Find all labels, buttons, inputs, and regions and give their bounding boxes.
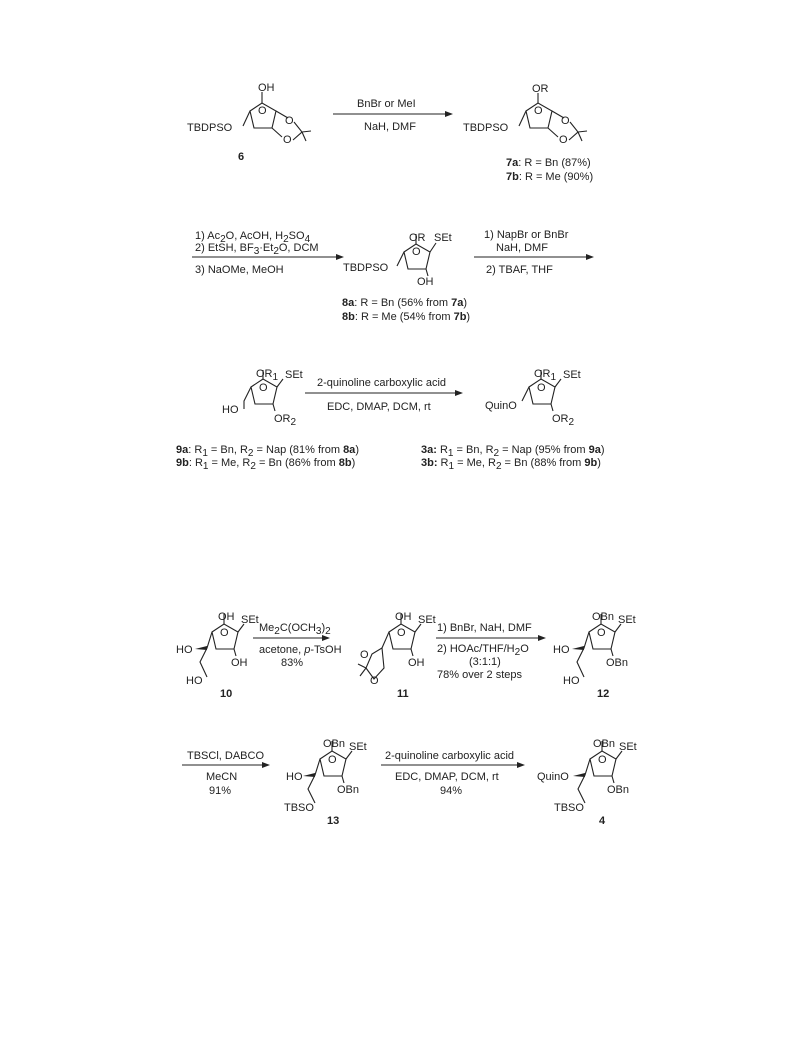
c4-ring-oxygen: O [598,754,607,766]
compound-11 [358,611,436,700]
compound-8 [342,232,470,323]
c3-thioethyl: SEt [563,369,581,381]
c10-hydroxyl-top: OH [218,611,235,623]
step4-reagent: 2-quinoline carboxylic acid [317,377,447,389]
step1-conditions: NaH, DMF [364,121,416,133]
reaction-arrow-8 [381,750,525,797]
step7-solvent: MeCN [206,771,238,783]
c11-dioxolane-oxygen-2: O [370,675,379,687]
compound-13-label: 13 [327,815,340,827]
c11-thioethyl: SEt [418,614,436,626]
c13-silyl-ether: TBSO [284,802,314,814]
step5-reagent: Me2C(OCH3)2 [259,622,331,637]
step2-line2: 2) EtSH, BF3·Et2O, DCM [195,242,319,257]
c10-thioethyl: SEt [241,614,259,626]
c7-acetal-oxygen-1: O [561,115,570,127]
compound-12 [553,611,636,700]
step5-conditions: acetone, p-TsOH [259,644,342,656]
compound-11-label: 11 [397,688,409,700]
c10-ring-oxygen: O [220,627,229,639]
c12-ring-oxygen: O [597,627,606,639]
c12-hydroxyl-terminal: HO [563,675,580,687]
reaction-arrow-1 [333,98,453,133]
step2-line3: 3) NaOMe, MeOH [195,264,284,276]
compound-6-label: 6 [238,151,245,163]
step5-yield: 83% [281,657,304,669]
compound-4-label: 4 [599,815,606,827]
c8-ring-oxygen: O [412,246,421,258]
c8-or-group: OR [409,232,426,244]
step4-conditions: EDC, DMAP, DCM, rt [327,401,431,413]
c6-acetal-oxygen-2: O [283,134,292,146]
c12-benzyl-ether-top: OBn [592,611,615,623]
reaction-arrow-6 [436,622,546,681]
c4-thioethyl: SEt [619,741,637,753]
c3-ring-oxygen: O [537,382,546,394]
step3-line2: NaH, DMF [496,242,548,254]
compound-8a-caption: 8a: R = Bn (56% from 7a) [342,297,468,309]
c6-ring-oxygen: O [258,105,267,117]
compound-13 [284,738,367,827]
c6-hydroxyl: OH [258,82,275,94]
step8-conditions: EDC, DMAP, DCM, rt [395,771,499,783]
c10-hydroxyl-ring: OH [231,657,248,669]
compound-7b-caption: 7b: R = Me (90%) [506,171,594,183]
c8-thioethyl: SEt [434,232,452,244]
step2-line1: 1) Ac2O, AcOH, H2SO4 [195,230,311,245]
c13-thioethyl: SEt [349,741,367,753]
compound-10-label: 10 [220,688,233,700]
compound-7 [463,83,593,183]
step3-line1: 1) NapBr or BnBr [484,229,569,241]
c3-quinoline-ester: QuinO [485,400,517,412]
c13-hydroxyl: HO [286,771,303,783]
c7-silyl-ether: TBDPSO [463,122,509,134]
step7-yield: 91% [209,785,232,797]
reaction-arrow-7 [182,750,270,797]
c8-silyl-ether: TBDPSO [343,262,389,274]
compound-3a-caption: 3a: R1 = Bn, R2 = Nap (95% from 9a) [421,444,605,459]
compound-6 [187,82,311,163]
c10-hydroxyl-terminal: HO [186,675,203,687]
step6-line2: 2) HOAc/THF/H2O [437,643,529,658]
c4-benzyl-ether-ring: OBn [607,784,630,796]
c9-ring-oxygen: O [259,382,268,394]
c13-ring-oxygen: O [328,754,337,766]
step7-reagent: TBSCl, DABCO [187,750,265,762]
reaction-arrow-3 [474,229,594,276]
c8-hydroxyl: OH [417,276,434,288]
step8-reagent: 2-quinoline carboxylic acid [385,750,515,762]
c7-ring-oxygen: O [534,105,543,117]
c3-or2-group: OR2 [552,413,575,428]
c12-thioethyl: SEt [618,614,636,626]
compound-9a-caption: 9a: R1 = Bn, R2 = Nap (81% from 8a) [176,444,359,459]
c13-benzyl-ether-top: OBn [323,738,346,750]
compound-12-label: 12 [597,688,610,700]
c7-acetal-oxygen-2: O [559,134,568,146]
compound-8b-caption: 8b: R = Me (54% from 7b) [342,311,471,323]
c11-hydroxyl-top: OH [395,611,412,623]
compound-10 [176,611,259,700]
c4-quinoline-ester: QuinO [537,771,569,783]
c6-acetal-oxygen-1: O [285,115,294,127]
step6-yield: 78% over 2 steps [437,669,522,681]
c12-hydroxyl-side: HO [553,644,570,656]
step3-line3: 2) TBAF, THF [486,264,553,276]
c6-silyl-ether: TBDPSO [187,122,233,134]
c11-ring-oxygen: O [397,627,406,639]
step1-reagent: BnBr or MeI [357,98,416,110]
compound-3b-caption: 3b: R1 = Me, R2 = Bn (88% from 9b) [421,457,601,472]
reaction-arrow-5 [253,622,342,669]
step6-line1: 1) BnBr, NaH, DMF [437,622,532,634]
c11-dioxolane-oxygen-1: O [360,649,369,661]
compound-7a-caption: 7a: R = Bn (87%) [506,157,591,169]
c4-silyl-ether: TBSO [554,802,584,814]
step6-ratio: (3:1:1) [469,656,501,668]
compound-4 [537,738,637,827]
step8-yield: 94% [440,785,463,797]
c9-or2-group: OR2 [274,413,297,428]
c9-or1-group: OR1 [256,368,279,383]
c11-hydroxyl-ring: OH [408,657,425,669]
compound-3 [421,368,605,472]
c12-benzyl-ether-ring: OBn [606,657,629,669]
c3-or1-group: OR1 [534,368,557,383]
c10-hydroxyl-side: HO [176,644,193,656]
compound-9b-caption: 9b: R1 = Me, R2 = Bn (86% from 8b) [176,457,356,472]
c9-thioethyl: SEt [285,369,303,381]
reaction-arrow-2 [192,230,344,276]
reaction-arrow-4 [305,377,463,413]
c13-benzyl-ether-ring: OBn [337,784,360,796]
c7-or-group: OR [532,83,549,95]
c9-hydroxyl: HO [222,404,239,416]
c4-benzyl-ether-top: OBn [593,738,616,750]
